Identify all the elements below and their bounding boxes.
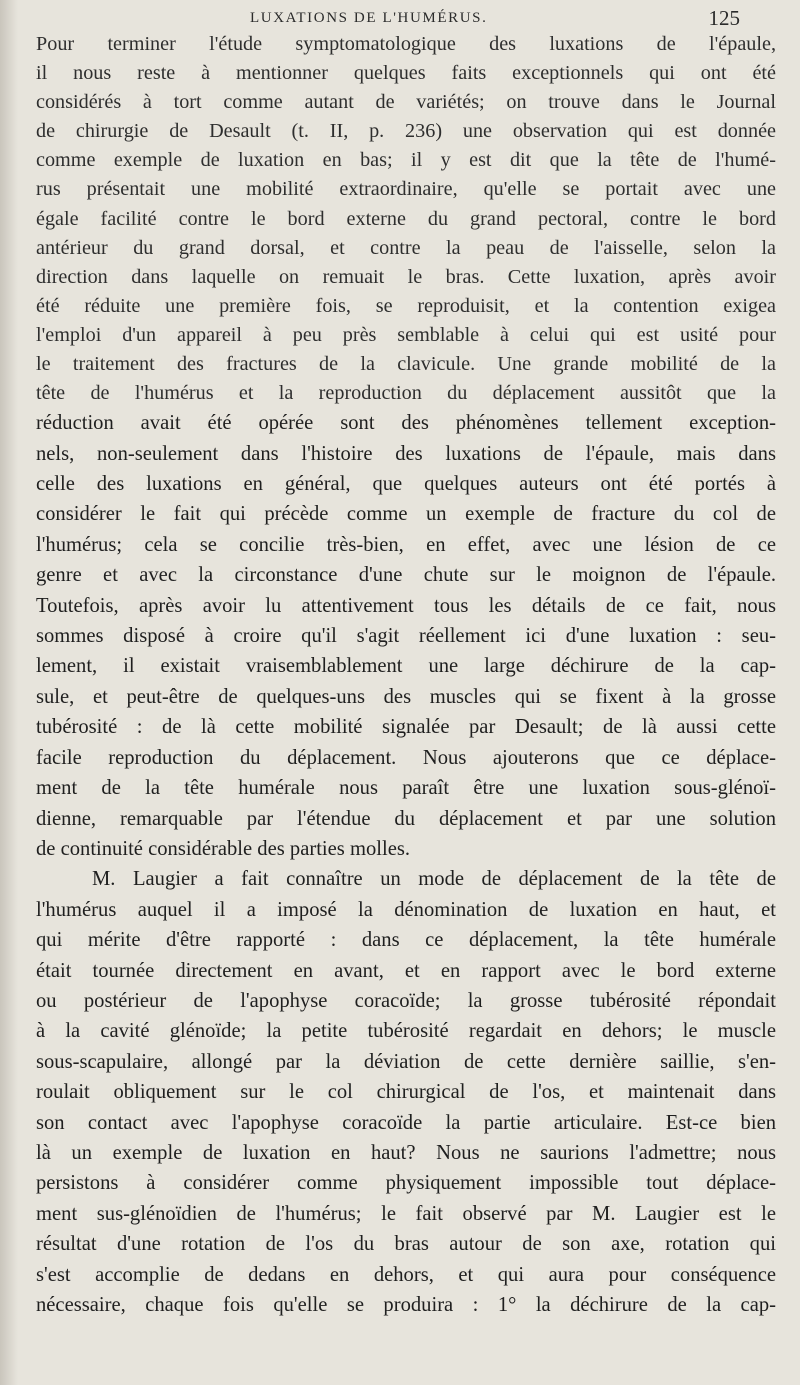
text-line: tête de l'humérus et la reproduction du déplacement aussitôt que la: [36, 382, 776, 405]
text-line: était tournée directement en avant, et en rapport avec le bord externe: [36, 959, 776, 982]
text-line: le traitement des fractures de la clavicule. Une grande mobilité de la: [36, 353, 776, 376]
text-line: direction dans laquelle on remuait le bras. Cette luxation, après avoir: [36, 265, 776, 288]
text-line: ment sus-glénoïdien de l'humérus; le fait observé par M. Laugier est le: [36, 1202, 776, 1225]
text-line: Pour terminer l'étude symptomatologique des luxations de l'épaule,: [36, 33, 776, 55]
paragraph-1-continued: [36, 408, 776, 864]
text-line: il nous reste à mentionner quelques faits exceptionnels qui ont été: [36, 62, 776, 85]
text-line: de continuité considérable des parties molles.: [36, 837, 411, 860]
paragraph-1: [36, 30, 776, 408]
text-line: facile reproduction du déplacement. Nous ajouterons que ce déplace-: [36, 746, 776, 769]
text-line: l'humérus; cela se concilie très-bien, en effet, avec une lésion de ce: [36, 533, 776, 556]
text-line: sommes disposé à croire qu'il s'agit réellement ici d'une luxation : seu-: [36, 625, 776, 648]
text-line: sule, et peut-être de quelques-uns des muscles qui se fixent à la grosse: [36, 685, 776, 708]
text-line: égale facilité contre le bord externe du grand pectoral, contre le bord: [36, 207, 776, 230]
running-title: LUXATIONS DE L'HUMÉRUS.: [250, 10, 488, 26]
text-line: de chirurgie de Desault (t. II, p. 236) une observation qui est donnée: [36, 120, 776, 143]
text-line: été réduite une première fois, se reproduisit, et la contention exigea: [36, 294, 776, 317]
text-line: considérer le fait qui précède comme un exemple de fracture du col de: [36, 503, 776, 526]
text-line: persistons à considérer comme physiquement impossible tout déplace-: [36, 1172, 776, 1195]
text-line: ment de la tête humérale nous paraît être une luxation sous-glénoï-: [36, 777, 776, 800]
text-line: qui mérite d'être rapporté : dans ce déplacement, la tête humérale: [36, 929, 776, 952]
text-line: antérieur du grand dorsal, et contre la peau de l'aisselle, selon la: [36, 236, 776, 259]
text-line: M. Laugier a fait connaître un mode de déplacement de la tête de: [92, 868, 776, 891]
text-line: considérés à tort comme autant de variétés; on trouve dans le Journal: [36, 91, 776, 114]
text-line: ou postérieur de l'apophyse coracoïde; la grosse tubérosité répondait: [36, 989, 776, 1012]
text-line: s'est accomplie de dedans en dehors, et qui aura pour conséquence: [36, 1263, 776, 1286]
text-line: dienne, remarquable par l'étendue du déplacement et par une solution: [36, 807, 776, 830]
text-line: genre et avec la circonstance d'une chute sur le moignon de l'épaule.: [36, 564, 776, 587]
text-line: à la cavité glénoïde; la petite tubérosité regardait en dehors; le muscle: [36, 1020, 776, 1043]
text-line: résultat d'une rotation de l'os du bras autour de son axe, rotation qui: [36, 1233, 776, 1256]
text-line: comme exemple de luxation en bas; il y est dit que la tête de l'humé-: [36, 149, 776, 172]
body-text: [36, 30, 776, 1320]
text-line: nels, non-seulement dans l'histoire des luxations de l'épaule, mais dans: [36, 442, 776, 465]
text-line: là un exemple de luxation en haut? Nous ne saurions l'admettre; nous: [36, 1141, 776, 1164]
text-line: nécessaire, chaque fois qu'elle se produira : 1° la déchirure de la cap-: [36, 1294, 776, 1316]
page-gutter-shadow: [0, 0, 18, 1385]
text-line: l'humérus auquel il a imposé la dénomination de luxation en haut, et: [36, 898, 776, 921]
text-line: réduction avait été opérée sont des phénomènes tellement exception-: [36, 412, 776, 435]
text-line: celle des luxations en général, que quelques auteurs ont été portés à: [36, 473, 776, 496]
text-line: roulait obliquement sur le col chirurgical de l'os, et maintenait dans: [36, 1081, 776, 1104]
paragraph-2: [36, 864, 776, 1320]
text-line: l'emploi d'un appareil à peu près semblable à celui qui est usité pour: [36, 323, 776, 346]
text-line: rus présentait une mobilité extraordinaire, qu'elle se portait avec une: [36, 178, 776, 201]
text-line: son contact avec l'apophyse coracoïde la partie articulaire. Est-ce bien: [36, 1111, 776, 1134]
page-number: 125: [708, 6, 740, 30]
text-line: tubérosité : de là cette mobilité signalée par Desault; de là aussi cette: [36, 716, 776, 739]
text-line: Toutefois, après avoir lu attentivement tous les détails de ce fait, nous: [36, 594, 776, 617]
text-line: lement, il existait vraisemblablement une large déchirure de la cap-: [36, 655, 776, 678]
text-line: sous-scapulaire, allongé par la déviation de cette dernière saillie, s'en-: [36, 1050, 776, 1073]
